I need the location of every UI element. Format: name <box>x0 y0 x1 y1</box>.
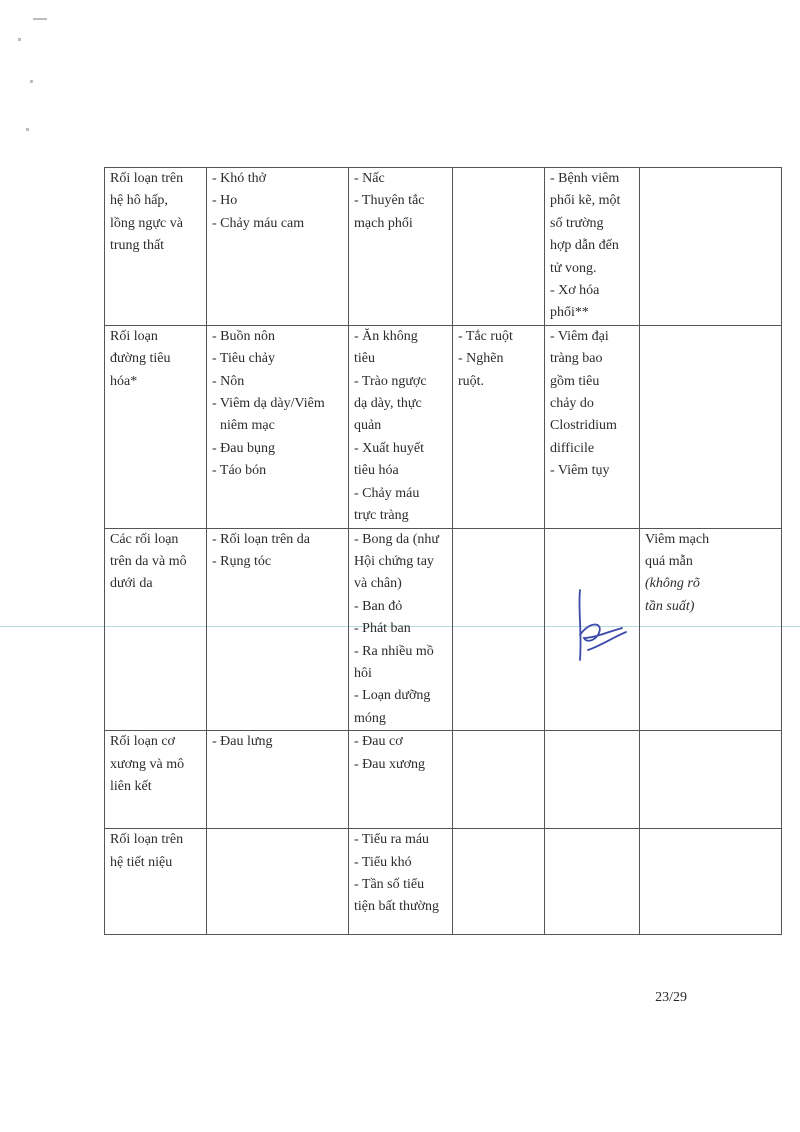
cell-line: - Viêm dạ dày/Viêm <box>212 396 325 412</box>
cell-line: - Trào ngược <box>354 373 427 389</box>
very-rare-cell <box>545 731 640 829</box>
cell-line: quản <box>354 418 382 434</box>
very-rare-cell <box>545 325 640 528</box>
cell-line: - Ăn không <box>354 328 418 344</box>
cell-line: Viêm mạch <box>645 531 710 547</box>
cell-line: tiện bất thường <box>354 899 439 915</box>
cell-line: hợp dẫn đến <box>550 238 619 254</box>
cell-line: móng <box>354 710 386 726</box>
rare-cell <box>453 168 545 326</box>
cell-line: - Đau xương <box>354 756 425 772</box>
common-cell <box>207 528 349 731</box>
scan-artifact <box>26 128 29 131</box>
cell-line: gồm tiêu <box>550 373 600 389</box>
cell-line: - Bệnh viêm <box>550 171 620 186</box>
uncommon-cell <box>349 168 453 326</box>
uncommon-cell <box>349 325 453 528</box>
cell-line: difficile <box>550 440 595 456</box>
cell-line: - Ban đỏ <box>354 598 403 614</box>
cell-line: - Nôn <box>212 373 245 389</box>
cell-line: - Rụng tóc <box>212 553 272 569</box>
cell-line: - Phát ban <box>354 621 411 637</box>
table-row-gastrointestinal <box>105 325 782 528</box>
cell-line: - Tắc ruột <box>458 328 513 344</box>
cell-line: hôi <box>354 665 372 681</box>
cell-line: - Tần số tiểu <box>354 876 425 892</box>
cell-line: - Đau lưng <box>212 734 273 750</box>
cell-line: - Đau cơ <box>354 734 403 750</box>
cell-line: - Loạn dưỡng <box>354 688 431 704</box>
cell-line: - Ra nhiều mồ <box>354 643 434 659</box>
scan-artifact <box>30 80 33 83</box>
organ-cell <box>105 829 207 935</box>
cell-line: - Nấc <box>354 171 385 186</box>
cell-line: - Tiêu chảy <box>212 351 275 367</box>
cell-line: - Viêm đại <box>550 328 609 344</box>
cell-line: - Chảy máu <box>354 485 420 501</box>
cell-line: - Táo bón <box>212 463 267 479</box>
cell-line: Các rối loạn <box>110 531 179 547</box>
cell-line: lồng ngực và <box>110 215 183 231</box>
cell-line: Rối loạn cơ <box>110 734 175 750</box>
cell-line: dạ dày, thực <box>354 396 422 412</box>
cell-line: - Buồn nôn <box>212 328 275 344</box>
cell-line: - Tiểu khó <box>354 854 412 870</box>
organ-cell <box>105 528 207 731</box>
cell-line: - Khó thở <box>212 171 267 186</box>
cell-line: trực tràng <box>354 508 409 524</box>
scan-artifact <box>18 38 21 41</box>
cell-line: đường tiêu <box>110 351 171 367</box>
cell-line: số trường <box>550 215 604 231</box>
cell-line: Clostridium <box>550 418 617 434</box>
common-cell <box>207 325 349 528</box>
cell-line: - Tiểu ra máu <box>354 832 430 848</box>
cell-line: - Viêm tụy <box>550 463 610 479</box>
rare-cell <box>453 325 545 528</box>
cell-line: và chân) <box>354 576 402 592</box>
cell-line: - Ho <box>212 193 238 209</box>
uncommon-cell <box>349 731 453 829</box>
table-row-respiratory <box>105 168 782 326</box>
cell-line: - Bong da (như <box>354 531 439 547</box>
cell-line: ruột. <box>458 373 485 389</box>
cell-line: trên da và mô <box>110 553 187 569</box>
uncommon-cell <box>349 829 453 935</box>
unknown-frequency-cell <box>640 168 782 326</box>
scan-artifact <box>33 18 47 20</box>
cell-line: dưới da <box>110 576 153 592</box>
unknown-frequency-cell <box>640 528 782 731</box>
cell-line: tràng bao <box>550 351 603 367</box>
rare-cell <box>453 731 545 829</box>
cell-line: hệ tiết niệu <box>110 854 173 870</box>
handwritten-signature <box>560 580 640 680</box>
cell-line: liên kết <box>110 778 152 794</box>
cell-line: - Rối loạn trên da <box>212 531 310 547</box>
cell-line: mạch phổi <box>354 215 413 231</box>
cell-line: Rối loạn trên <box>110 832 184 848</box>
cell-line: xương và mô <box>110 756 185 772</box>
table-row-musculoskeletal <box>105 731 782 829</box>
cell-line: phổi** <box>550 305 589 321</box>
cell-line: Rối loạn <box>110 328 158 344</box>
unknown-frequency-cell <box>640 325 782 528</box>
unknown-frequency-cell <box>640 829 782 935</box>
cell-line: Hội chứng tay <box>354 553 434 569</box>
rare-cell <box>453 528 545 731</box>
very-rare-cell <box>545 168 640 326</box>
cell-line: phổi kẽ, một <box>550 193 621 209</box>
cell-line: - Thuyên tắc <box>354 193 425 209</box>
cell-line: Rối loạn trên <box>110 171 184 186</box>
cell-line: tiêu hóa <box>354 463 399 479</box>
common-cell <box>207 731 349 829</box>
organ-cell <box>105 168 207 326</box>
common-cell <box>207 168 349 326</box>
table-row-urinary <box>105 829 782 935</box>
cell-line: - Đau bụng <box>212 440 275 456</box>
page-number: 23/29 <box>655 990 687 1005</box>
cell-line: - Nghẽn <box>458 351 504 367</box>
cell-line: - Chảy máu cam <box>212 215 305 231</box>
common-cell <box>207 829 349 935</box>
cell-line: hóa* <box>110 373 138 389</box>
cell-line: trung thất <box>110 238 165 254</box>
frequency-note: tần suất) <box>645 598 695 614</box>
cell-line: quá mẫn <box>645 553 693 569</box>
cell-line: hệ hô hấp, <box>110 193 168 209</box>
very-rare-cell <box>545 829 640 935</box>
cell-line: tiêu <box>354 351 375 367</box>
organ-cell <box>105 325 207 528</box>
rare-cell <box>453 829 545 935</box>
unknown-frequency-cell <box>640 731 782 829</box>
cell-line: tử vong. <box>550 260 597 276</box>
cell-line: chảy do <box>550 396 594 412</box>
table-row-skin <box>105 528 782 731</box>
organ-cell <box>105 731 207 829</box>
cell-line: - Xơ hóa <box>550 283 600 299</box>
frequency-note: (không rõ <box>645 576 700 592</box>
cell-line: niêm mạc <box>220 418 275 434</box>
uncommon-cell <box>349 528 453 731</box>
cell-line: - Xuất huyết <box>354 440 424 456</box>
adverse-reaction-table <box>104 167 782 935</box>
